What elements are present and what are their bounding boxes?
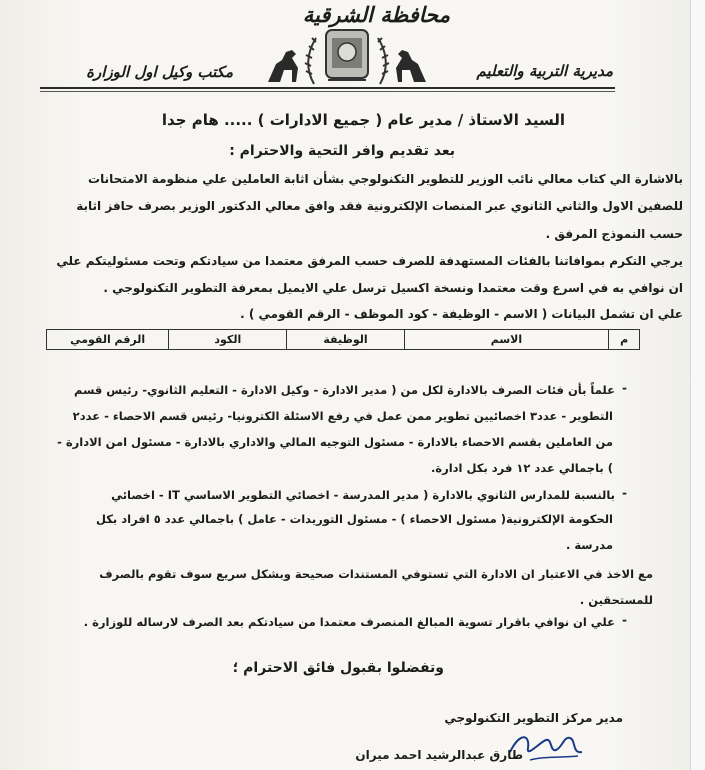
data-fields-table bbox=[46, 329, 640, 350]
table-header-index: م bbox=[608, 330, 639, 349]
header-rule-thin bbox=[40, 91, 615, 92]
bullet-line: التطوير - عدد٣ اخصائيين تطوير ممن عمل في رفع الاسئلة الكترونيا- رئيس قسم الاحصاء - عدد٢ bbox=[72, 409, 613, 423]
bullet-line: مع الاخذ في الاعتبار ان الادارة التي تستوفي المستندات صحيحة وبشكل سريع سوف تقوم بالصرف bbox=[99, 567, 653, 581]
body-line: بالاشارة الي كتاب معالي نائب الوزير للتطوير التكنولوجي بشأن اثابة العاملين علي منظومة الامتحانات bbox=[88, 172, 683, 186]
bullet-line: ) باجمالي عدد ١٢ فرد بكل ادارة. bbox=[430, 461, 613, 475]
bullet-line: مدرسة . bbox=[565, 538, 613, 552]
bullet-line: علي ان نوافي باقرار تسوية المبالغ المنصرف معتمدا من سيادتكم بعد الصرف لارساله للوزارة . bbox=[83, 615, 615, 629]
body-line: علي ان تشمل البيانات ( الاسم - الوظيفة - كود الموظف - الرقم القومي ) . bbox=[240, 307, 683, 321]
bullet-line: من العاملين بقسم الاحصاء بالادارة - مسئول التوجيه المالي والاداري بالادارة - مسئول امن الادارة - bbox=[57, 435, 613, 449]
body-line: للصفين الاول والثاني الثانوي عبر المنصات الإلكترونية فقد وافق معالي الدكتور الوزير بصرف حافز اثابة bbox=[76, 199, 683, 213]
body-line: ان نوافي به في اسرع وقت معتمدا ونسخة اكسيل ترسل علي الايميل بمعرفة التطوير التكنولوجي . bbox=[103, 281, 683, 295]
body-line: حسب النموذج المرفق . bbox=[545, 227, 683, 241]
bullet-dash: - bbox=[622, 381, 627, 395]
bullet-line: بالنسبة للمدارس الثانوي بالادارة ( مدير المدرسة - اخصائي التطوير الاساسي IT - اخصائي bbox=[111, 488, 615, 502]
salutation: السيد الاستاذ / مدير عام ( جميع الادارات ) ..... هام جدا bbox=[161, 111, 565, 129]
governorate-title: محافظة الشرقية bbox=[302, 2, 450, 27]
table-header-job: الوظيفة bbox=[286, 330, 403, 349]
table-header-national-id: الرقم القومي bbox=[70, 333, 146, 346]
bullet-line: علماً بأن فئات الصرف بالادارة لكل من ( مدير الادارة - وكيل الادارة - التعليم الثانوي- رئيس قسم bbox=[74, 383, 615, 397]
directorate-label: مديرية التربية والتعليم bbox=[476, 62, 613, 80]
body-line: يرجي التكرم بموافاتنا بالفئات المستهدفة للصرف حسب المرفق معتمدا من سيادتكم وتحت مسئوليتكم علي bbox=[56, 254, 683, 268]
table-header-name: الاسم bbox=[404, 330, 609, 349]
emblem-icon bbox=[262, 24, 432, 86]
greeting: بعد تقديم وافر التحية والاحترام : bbox=[229, 143, 455, 159]
bullet-dash: - bbox=[622, 613, 627, 627]
bullet-line: للمستحقين . bbox=[579, 593, 653, 607]
header-rule bbox=[40, 87, 615, 89]
closing-line: وتفضلوا بقبول فائق الاحترام ؛ bbox=[232, 660, 444, 676]
bullet-line: الحكومة الإلكترونية( مسئول الاحصاء ) - مسئول التوريدات - عامل ) باجمالي عدد ٥ افراد بكل bbox=[95, 512, 613, 526]
signatory-name: طارق عبدالرشيد احمد ميران bbox=[355, 748, 523, 762]
table-header-code: الكود bbox=[168, 330, 286, 349]
page-edge bbox=[690, 0, 705, 770]
office-label: مكتب وكيل اول الوزارة bbox=[86, 63, 233, 81]
bullet-dash: - bbox=[622, 486, 627, 500]
signatory-title: مدير مركز التطوير التكنولوجي bbox=[444, 711, 623, 725]
